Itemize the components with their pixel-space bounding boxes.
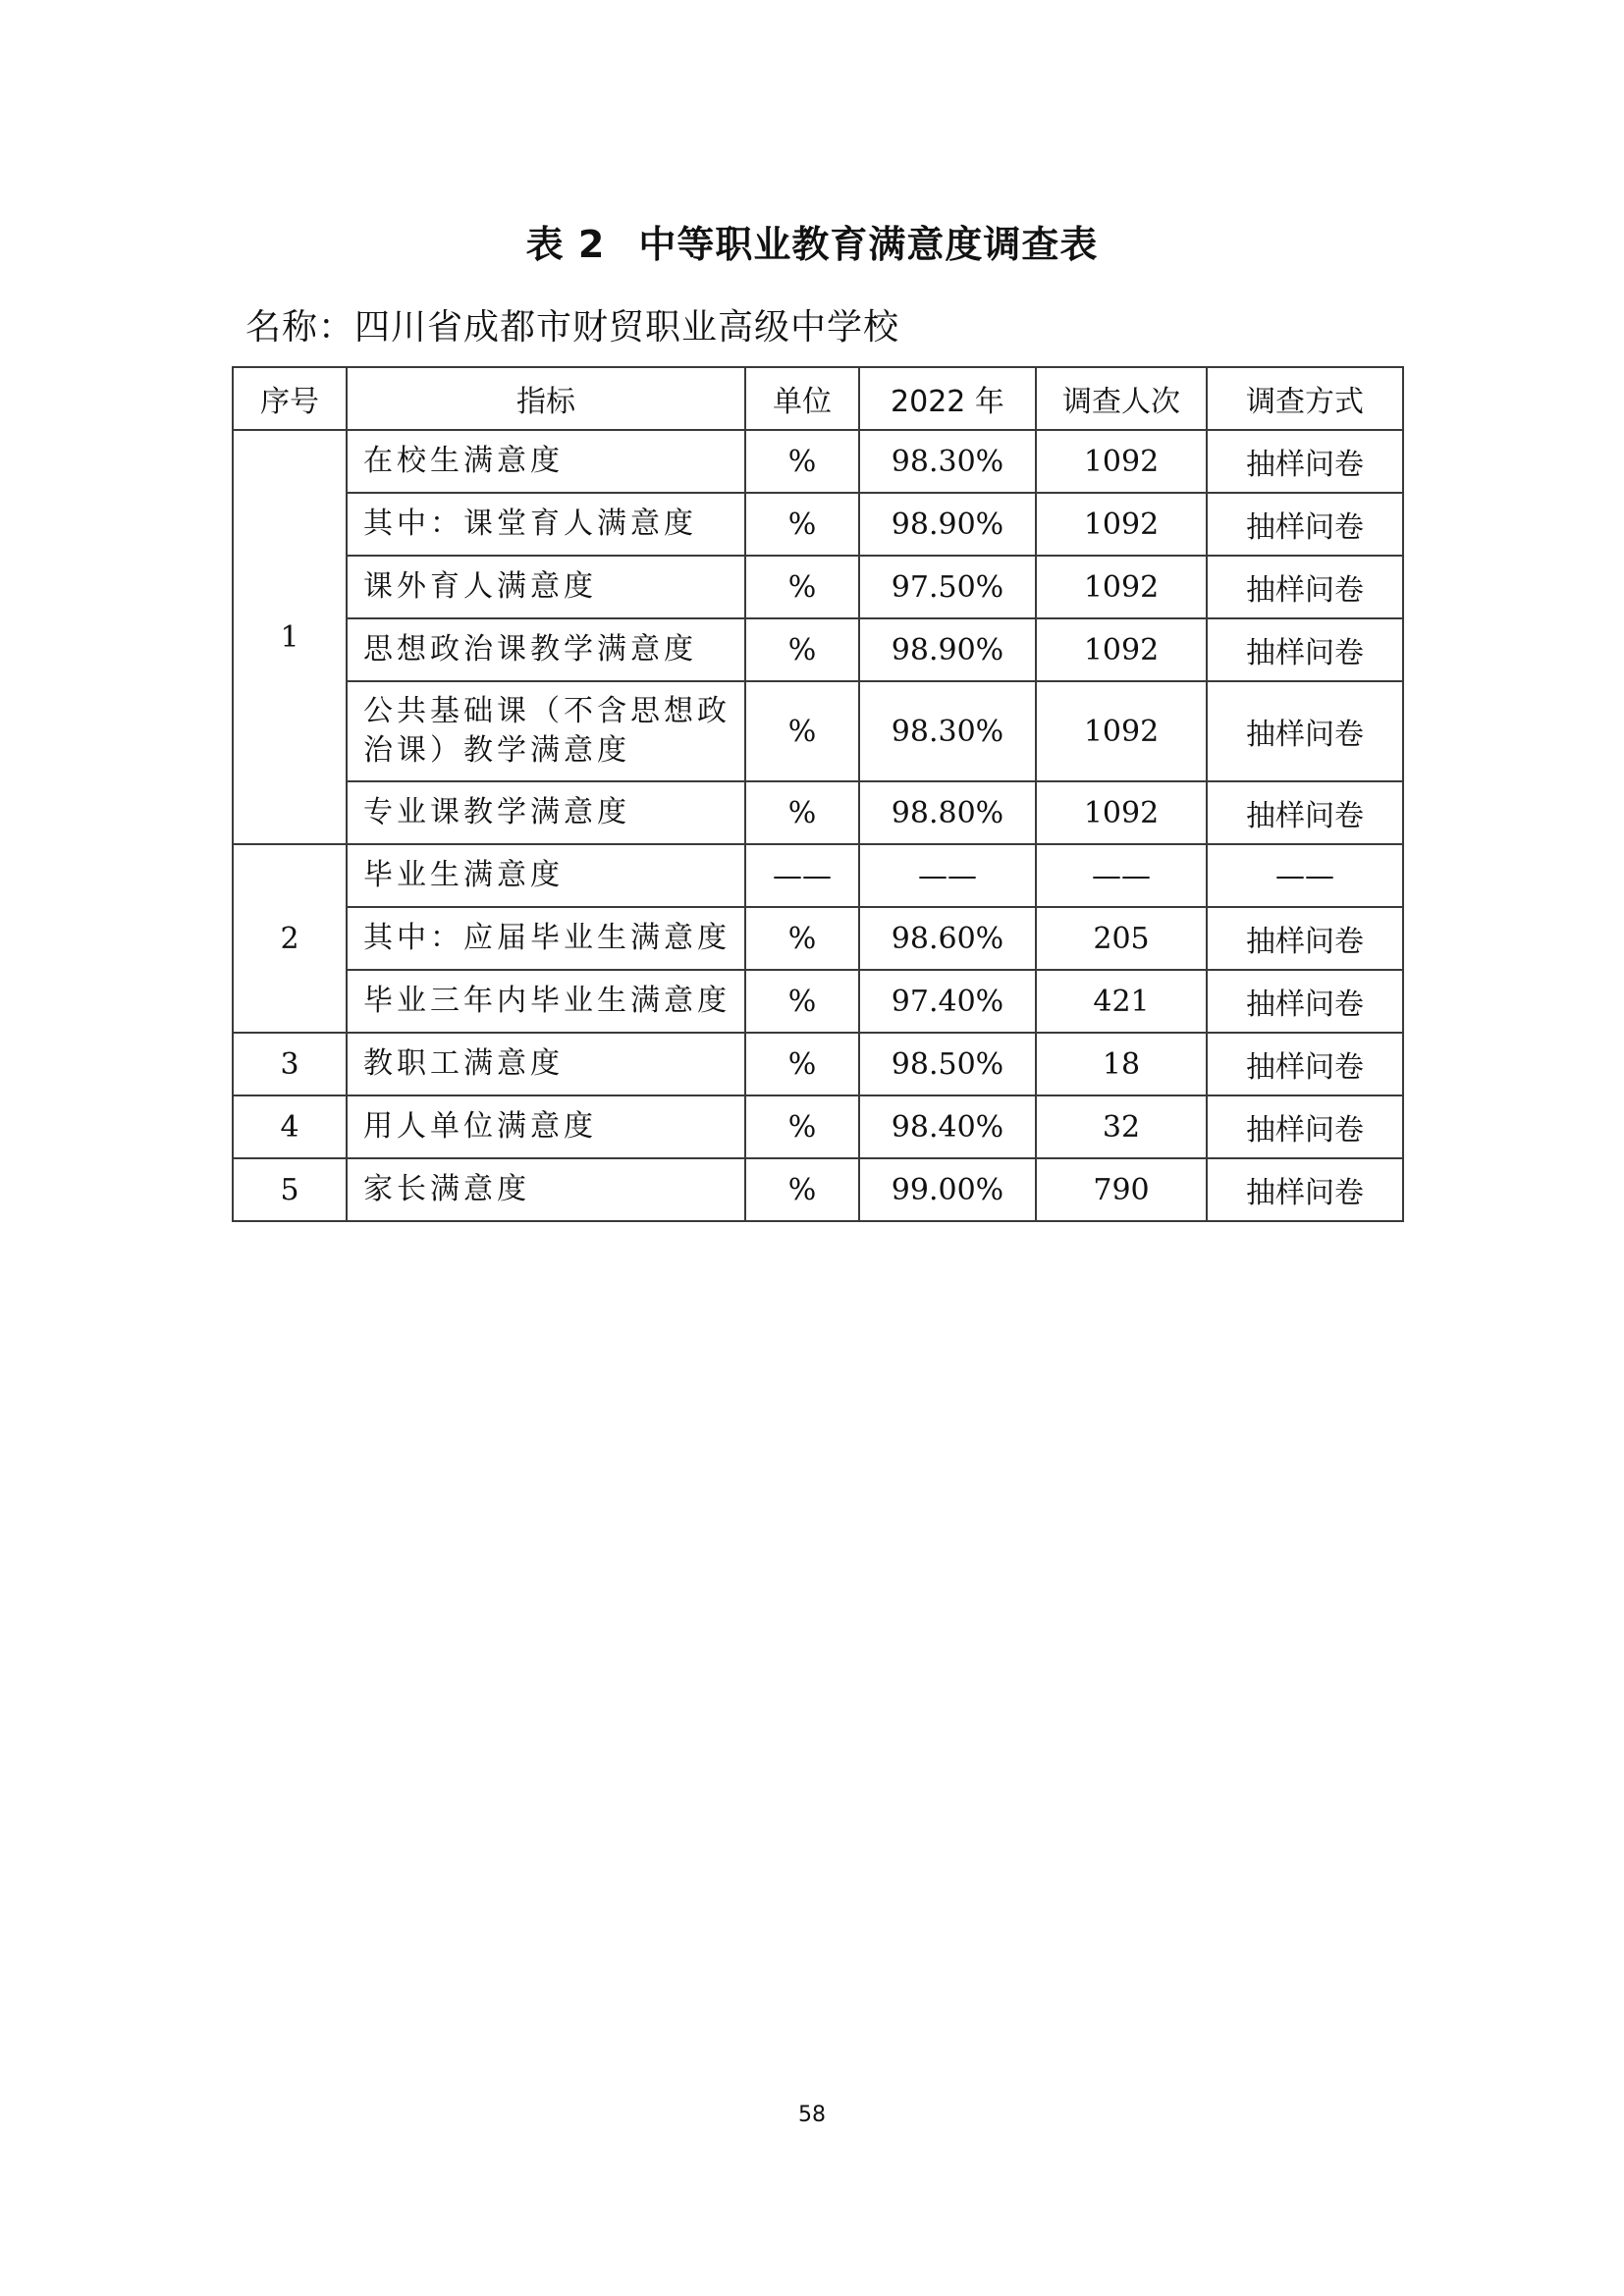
indicator-cell: 专业课教学满意度 — [347, 781, 745, 844]
table-row — [233, 618, 1403, 681]
indicator-cell: 毕业三年内毕业生满意度 — [347, 970, 745, 1033]
table-row — [233, 1095, 1403, 1158]
value-cell: 98.80% — [859, 781, 1036, 844]
unit-cell: % — [745, 430, 859, 493]
count-cell: 18 — [1036, 1033, 1207, 1095]
table-row — [233, 681, 1403, 781]
table-number: 表 2 — [525, 223, 606, 266]
method-cell: 抽样问卷 — [1207, 1158, 1403, 1221]
group-number: 5 — [233, 1158, 347, 1221]
method-cell: 抽样问卷 — [1207, 907, 1403, 970]
method-cell: 抽样问卷 — [1207, 430, 1403, 493]
method-cell: 抽样问卷 — [1207, 781, 1403, 844]
group-number: 4 — [233, 1095, 347, 1158]
header-seq: 序号 — [233, 367, 347, 430]
page-title — [0, 214, 1624, 268]
unit-cell: % — [745, 556, 859, 618]
unit-cell: % — [745, 1158, 859, 1221]
table-title-text: 中等职业教育满意度调查表 — [638, 223, 1099, 266]
value-cell: 97.40% — [859, 970, 1036, 1033]
indicator-cell: 思想政治课教学满意度 — [347, 618, 745, 681]
group-number: 2 — [233, 844, 347, 1033]
unit-cell: % — [745, 681, 859, 781]
table-row — [233, 844, 1403, 907]
indicator-cell: 公共基础课（不含思想政治课）教学满意度 — [347, 681, 745, 781]
value-cell: 97.50% — [859, 556, 1036, 618]
value-cell: 98.60% — [859, 907, 1036, 970]
value-cell: 98.30% — [859, 681, 1036, 781]
count-cell: 1092 — [1036, 781, 1207, 844]
unit-cell: —— — [745, 844, 859, 907]
count-cell: 1092 — [1036, 681, 1207, 781]
count-cell: 32 — [1036, 1095, 1207, 1158]
method-cell: 抽样问卷 — [1207, 1095, 1403, 1158]
value-cell: 98.90% — [859, 493, 1036, 556]
table-row — [233, 493, 1403, 556]
value-cell: 99.00% — [859, 1158, 1036, 1221]
value-cell: 98.40% — [859, 1095, 1036, 1158]
method-cell: 抽样问卷 — [1207, 556, 1403, 618]
satisfaction-survey-table — [232, 366, 1404, 1222]
table-row — [233, 781, 1403, 844]
count-cell: 1092 — [1036, 430, 1207, 493]
value-cell: —— — [859, 844, 1036, 907]
count-cell: 1092 — [1036, 493, 1207, 556]
group-number: 3 — [233, 1033, 347, 1095]
indicator-cell: 课外育人满意度 — [347, 556, 745, 618]
indicator-cell: 家长满意度 — [347, 1158, 745, 1221]
table-header-row — [233, 367, 1403, 430]
value-cell: 98.50% — [859, 1033, 1036, 1095]
indicator-cell: 毕业生满意度 — [347, 844, 745, 907]
value-cell: 98.30% — [859, 430, 1036, 493]
unit-cell: % — [745, 781, 859, 844]
unit-cell: % — [745, 907, 859, 970]
header-indicator: 指标 — [347, 367, 745, 430]
table-row — [233, 1158, 1403, 1221]
count-cell: 205 — [1036, 907, 1207, 970]
indicator-cell: 其中：课堂育人满意度 — [347, 493, 745, 556]
method-cell: 抽样问卷 — [1207, 618, 1403, 681]
table-row — [233, 556, 1403, 618]
group-number: 1 — [233, 430, 347, 844]
count-cell: 1092 — [1036, 556, 1207, 618]
method-cell: 抽样问卷 — [1207, 681, 1403, 781]
indicator-cell: 用人单位满意度 — [347, 1095, 745, 1158]
header-method: 调查方式 — [1207, 367, 1403, 430]
count-cell: 421 — [1036, 970, 1207, 1033]
unit-cell: % — [745, 1095, 859, 1158]
indicator-cell: 其中：应届毕业生满意度 — [347, 907, 745, 970]
value-cell: 98.90% — [859, 618, 1036, 681]
count-cell: 790 — [1036, 1158, 1207, 1221]
table-row — [233, 1033, 1403, 1095]
count-cell: —— — [1036, 844, 1207, 907]
method-cell: 抽样问卷 — [1207, 970, 1403, 1033]
school-name-line: 名称：四川省成都市财贸职业高级中学校 — [245, 307, 900, 347]
header-year: 2022 年 — [859, 367, 1036, 430]
method-cell: 抽样问卷 — [1207, 1033, 1403, 1095]
method-cell: 抽样问卷 — [1207, 493, 1403, 556]
header-count: 调查人次 — [1036, 367, 1207, 430]
unit-cell: % — [745, 1033, 859, 1095]
table-row — [233, 907, 1403, 970]
indicator-cell: 教职工满意度 — [347, 1033, 745, 1095]
indicator-cell: 在校生满意度 — [347, 430, 745, 493]
count-cell: 1092 — [1036, 618, 1207, 681]
header-unit: 单位 — [745, 367, 859, 430]
table-row — [233, 970, 1403, 1033]
table-row — [233, 430, 1403, 493]
method-cell: —— — [1207, 844, 1403, 907]
unit-cell: % — [745, 970, 859, 1033]
unit-cell: % — [745, 493, 859, 556]
page-number: 58 — [798, 2103, 826, 2127]
unit-cell: % — [745, 618, 859, 681]
